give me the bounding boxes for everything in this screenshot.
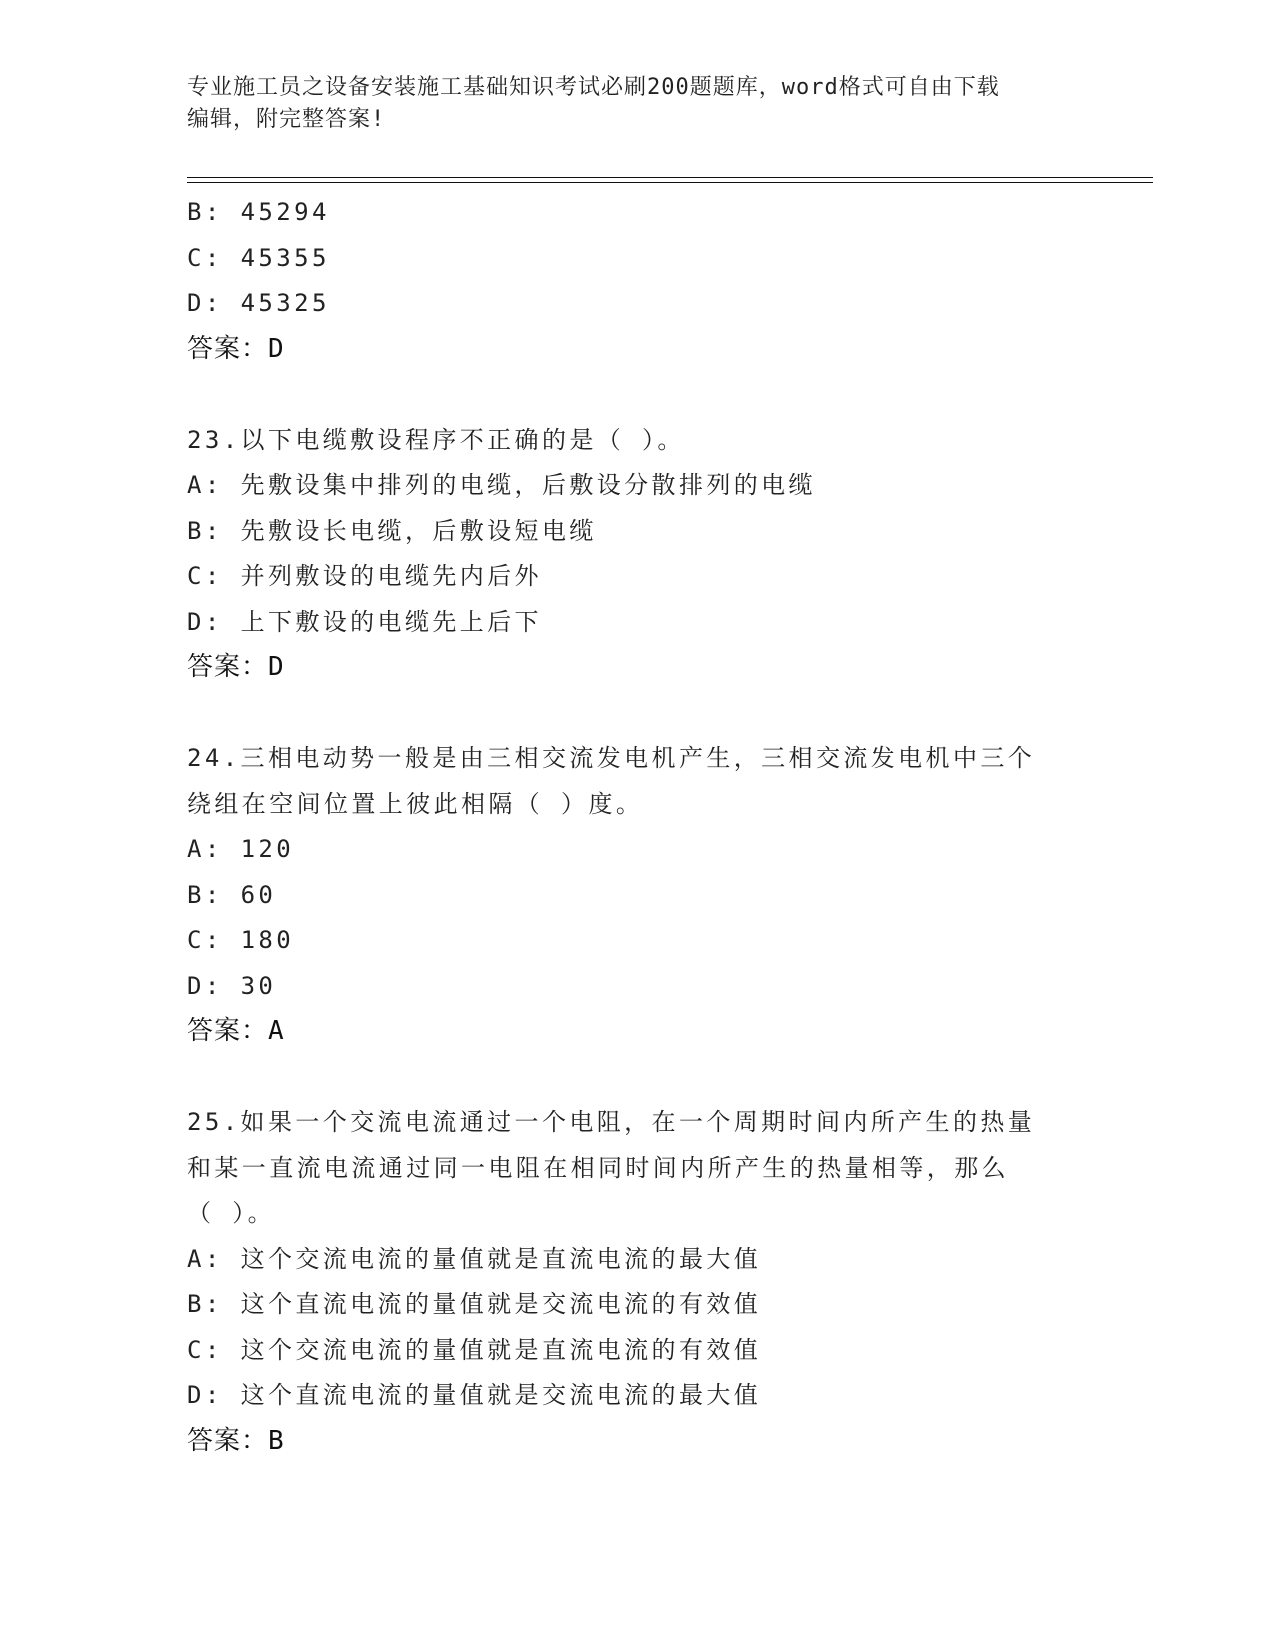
option-c: C: 180 [187,926,295,954]
option-b: B: 这个直流电流的量值就是交流电流的有效值 [187,1290,762,1318]
question-spacer [187,372,1087,418]
header-title-line-2: 编辑，附完整答案! [187,107,386,132]
question-stem-line-3: （ ）。 [187,1199,276,1227]
option-d: D: 45325 [187,289,330,317]
question-spacer [187,1055,1087,1101]
option-d: D: 这个直流电流的量值就是交流电流的最大值 [187,1381,762,1409]
question-22-tail [187,190,1087,372]
answer-line: 答案：B [187,1425,285,1456]
question-stem: 23.以下电缆敷设程序不正确的是（ ）。 [187,425,685,454]
answer-line: 答案：A [187,1016,285,1046]
question-stem-line-2: 和某一直流电流通过同一电阻在相同时间内所产生的热量相等，那么 [187,1153,1009,1182]
question-stem-line-2: 绕组在空间位置上彼此相隔（ ）度。 [187,789,644,818]
question-spacer [187,691,1087,737]
option-b: B: 60 [187,880,277,909]
option-a: A: 120 [187,835,295,863]
option-d: D: 30 [187,971,277,1000]
question-23 [187,418,1087,691]
option-c: C: 45355 [187,243,330,272]
option-b: B: 先敷设长电缆，后敷设短电缆 [187,516,597,545]
document-header [187,72,1067,136]
option-c: C: 这个交流电流的量值就是直流电流的有效值 [187,1335,762,1364]
question-stem-line-1: 24.三相电动势一般是由三相交流发电机产生，三相交流发电机中三个 [187,744,1036,772]
question-24 [187,736,1087,1055]
option-a: A: 先敷设集中排列的电缆，后敷设分散排列的电缆 [187,471,816,499]
header-title-line-1: 专业施工员之设备安装施工基础知识考试必刷200题题库，word格式可自由下载 [187,75,1000,100]
question-list [187,190,1087,1464]
header-divider-bottom [187,182,1153,183]
option-c: C: 并列敷设的电缆先内后外 [187,562,542,590]
header-divider-top [187,177,1153,178]
question-25 [187,1100,1087,1464]
question-stem-line-1: 25.如果一个交流电流通过一个电阻，在一个周期时间内所产生的热量 [187,1108,1036,1136]
option-a: A: 这个交流电流的量值就是直流电流的最大值 [187,1244,762,1273]
option-d: D: 上下敷设的电缆先上后下 [187,607,542,636]
option-b: B: 45294 [187,198,330,226]
answer-line: 答案：D [187,652,285,682]
answer-line: 答案：D [187,333,285,364]
